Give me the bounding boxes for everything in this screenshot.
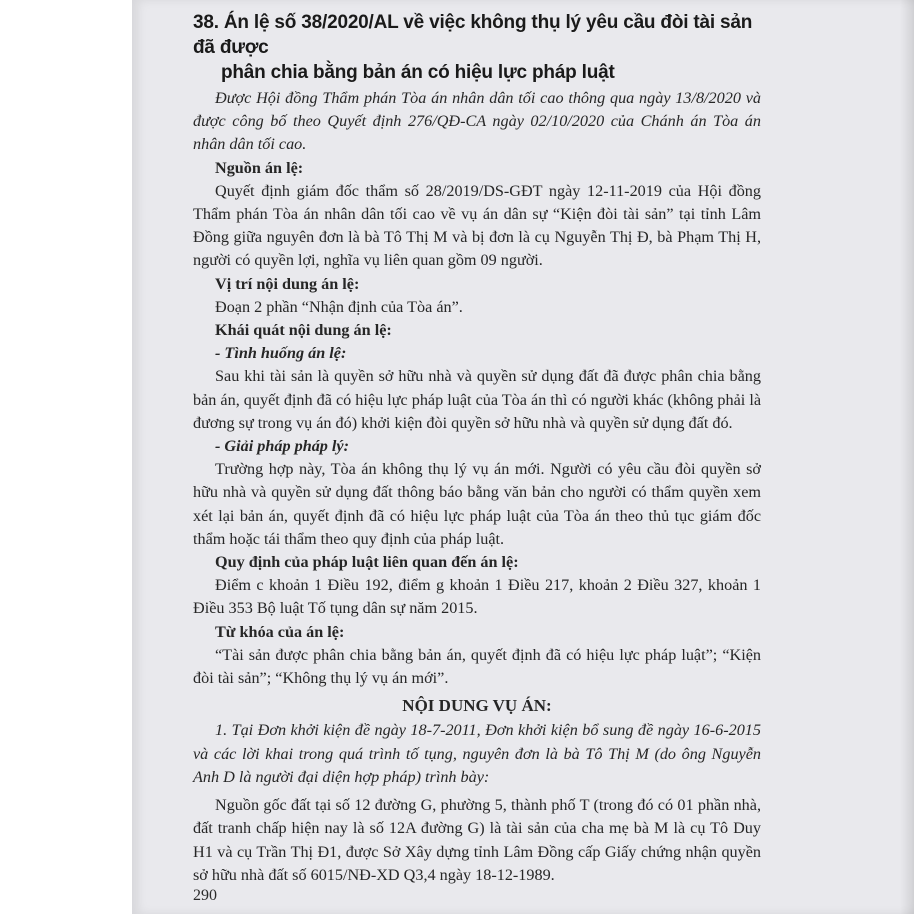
case-paragraph-1: 1. Tại Đơn khởi kiện đề ngày 18-7-2011, Đơn khởi kiện bổ sung đề ngày 16-6-2015 và các lời khai trong quá trình tố tụng, nguyên đơn là bà Tô Thị M (do ông Nguyễn Anh D là người đại diện hợp pháp) trình bày:	[193, 721, 761, 786]
section-heading	[193, 10, 761, 85]
regulations-text: Điểm c khoản 1 Điều 192, điểm g khoản 1 Điều 217, khoản 2 Điều 327, khoản 1 Điều 353 Bộ luật Tố tụng dân sự năm 2015.	[193, 576, 761, 618]
situation-label: - Tình huống án lệ:	[215, 344, 347, 363]
case-content-title: NỘI DUNG VỤ ÁN:	[402, 696, 552, 716]
situation-text: Sau khi tài sản là quyền sở hữu nhà và quyền sử dụng đất đã được phân chia bằng bản án, quyết định đã có hiệu lực pháp luật của Tòa án thì có người khác (không phải là đương sự trong vụ án đó) khởi kiện đòi quyền sở hữu nhà và quyền sử dụng đất đó.	[193, 367, 761, 432]
regulations-label: Quy định của pháp luật liên quan đến án lệ:	[215, 553, 519, 572]
page-number: 290	[193, 887, 217, 904]
source-label: Nguồn án lệ:	[215, 158, 304, 177]
solution-label: - Giải pháp pháp lý:	[215, 437, 349, 456]
case-paragraph-2: Nguồn gốc đất tại số 12 đường G, phường 5, thành phố T (trong đó có 01 phần nhà, đất tranh chấp hiện nay là số 12A đường G) là tài sản của cha mẹ bà M là cụ Tô Duy H1 và cụ Trần Thị Đ1, được Sở Xây dựng tỉnh Lâm Đồng cấp Giấy chứng nhận quyền sở hữu nhà đất số 6015/NĐ-XD Q3,4 ngày 18-12-1989.	[193, 796, 761, 884]
position-label: Vị trí nội dung án lệ:	[215, 274, 360, 293]
source-text: Quyết định giám đốc thẩm số 28/2019/DS-GĐT ngày 12-11-2019 của Hội đồng Thẩm phán Tòa án nhân dân tối cao về vụ án dân sự “Kiện đòi tài sản” tại tỉnh Lâm Đồng giữa nguyên đơn là bà Tô Thị M và bị đơn là cụ Nguyễn Thị Đ, bà Phạm Thị H, người có quyền lợi, nghĩa vụ liên quan gồm 09 người.	[193, 181, 761, 270]
page-margin-left	[0, 0, 132, 914]
page-content	[193, 10, 761, 887]
intro-paragraph: Được Hội đồng Thẩm phán Tòa án nhân dân tối cao thông qua ngày 13/8/2020 và được công bố theo Quyết định 276/QĐ-CA ngày 02/10/2020 của Chánh án Tòa án nhân dân tối cao.	[193, 89, 761, 154]
heading-line-1: 38. Án lệ số 38/2020/AL về việc không thụ lý yêu cầu đòi tài sản đã được	[193, 12, 753, 58]
position-text: Đoạn 2 phần “Nhận định của Tòa án”.	[215, 297, 463, 316]
heading-line-2: phân chia bằng bản án có hiệu lực pháp luật	[221, 62, 615, 83]
solution-text: Trường hợp này, Tòa án không thụ lý vụ án mới. Người có yêu cầu đòi quyền sở hữu nhà và quyền sử dụng đất thông báo bằng văn bản cho người có thẩm quyền xem xét lại bản án, quyết định đã có hiệu lực pháp luật của Tòa án theo thủ tục giám đốc thẩm hoặc tái thẩm theo quy định của pháp luật.	[193, 460, 761, 548]
keywords-text: “Tài sản được phân chia bằng bản án, quyết định đã có hiệu lực pháp luật”; “Kiện đòi tài sản”; “Không thụ lý vụ án mới”.	[193, 645, 761, 688]
page-shadow	[900, 0, 914, 914]
keywords-label: Từ khóa của án lệ:	[215, 622, 345, 641]
summary-label: Khái quát nội dung án lệ:	[215, 321, 392, 340]
